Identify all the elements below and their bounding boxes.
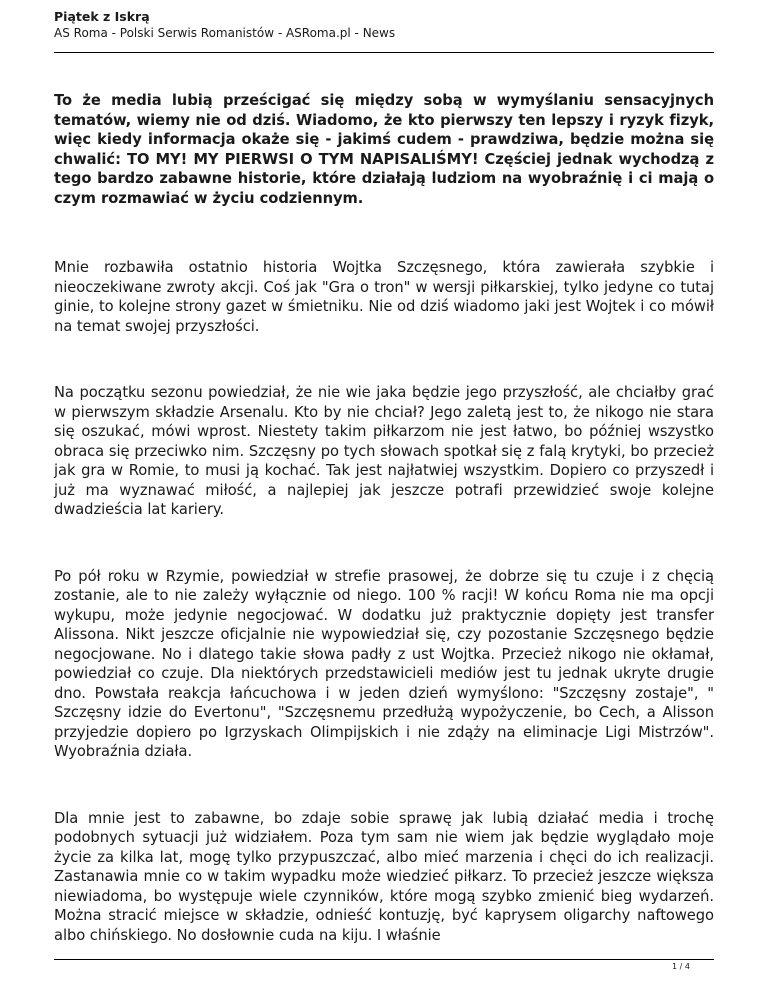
site-subtitle: AS Roma - Polski Serwis Romanistów - ASRoma.pl - News bbox=[54, 26, 396, 40]
article-lead: To że media lubią prześcigać się między sobą w wymyślaniu sensacyjnych tematów, wiemy nie od dziś. Wiadomo, że kto pierwszy ten lepszy i ryzyk fizyk, więc kiedy informacja okaże się - jakimś cudem - prawdziwa, będzie można się chwalić: TO MY! MY PIERWSI O TYM NAPISALIŚMY! Częściej jednak wychodzą z tego bardzo zabawne historie, które działają ludziom na wyobraźnię i ci mają o czym rozmawiać w życiu codziennym. bbox=[54, 92, 714, 207]
paragraph-spacer bbox=[54, 208, 714, 258]
page-header bbox=[54, 9, 714, 41]
article-paragraph-4: Dla mnie jest to zabawne, bo zdaje sobie sprawę jak lubią działać media i trochę podobnych sytuacji już widziałem. Poza tym sam nie wiem jak będzie wyglądało moje życie za kilka lat, mogę tylko przypuszczać, albo mieć marzenia i chęci do ich realizacji. Zastanawia mnie co w takim wypadku może wiedzieć piłkarz. To przecież jeszcze większa niewiadoma, bo występuje wiele czynników, które mogą szybko zmienić bieg wydarzeń. Można stracić miejsce w składzie, odnieść kontuzję, być kaprysem oligarchy naftowego albo chińskiego. No dosłownie cuda na kiju. I właśnie bbox=[54, 809, 714, 944]
paragraph-spacer bbox=[54, 520, 714, 567]
article-paragraph-1: Mnie rozbawiła ostatnio historia Wojtka Szczęsnego, która zawierała szybkie i nieoczekiwane zwroty akcji. Coś jak "Gra o tron" w wersji piłkarskiej, tylko jedyne co tutaj ginie, to kolejne strony gazet w śmietniku. Nie od dziś wiadomo jaki jest Wojtek i co mówił na temat swojej przyszłości. bbox=[54, 259, 714, 335]
article-body bbox=[54, 91, 714, 945]
article-paragraph-2: Na początku sezonu powiedział, że nie wie jaka będzie jego przyszłość, ale chciałby grać w pierwszym składzie Arsenalu. Kto by nie chciał? Jego zaletą jest to, że nikogo nie stara się oszukać, mówi wprost. Niestety takim piłkarzom nie jest łatwo, bo później wszystko obraca się przeciwko nim. Szczęsny po tych słowach spotkał się z falą krytyki, bo przecież jak gra w Romie, to musi ją kochać. Tak jest najłatwiej wszystkim. Dopiero co przyszedł i już ma wyznawać miłość, a najlepiej jak jeszcze potrafi przewidzieć swoje kolejne dwadzieścia lat kariery. bbox=[54, 384, 714, 518]
article-paragraph-3: Po pół roku w Rzymie, powiedział w strefie prasowej, że dobrze się tu czuje i z chęcią zostanie, ale to nie zależy wyłącznie od niego. 100 % racji! W końcu Roma nie ma opcji wykupu, może jedynie negocjować. W dodatku już praktycznie dopięty jest transfer Alissona. Nikt jeszcze oficjalnie nie wypowiedział się, czy pozostanie Szczęsnego będzie negocjowane. No i dlatego takie słowa padły z ust Wojtka. Przecież nikogo nie okłamał, powiedział co czuje. Dla niektórych przedstawicieli mediów jest tu jednak ukryte drugie dno. Powstała reakcja łańcuchowa i w jeden dzień wymyślono: "Szczęsny zostaje", " Szczęsny idzie do Evertonu", "Szczęsnemu przedłużą wypożyczenie, bo Cech, a Alisson przyjedzie dopiero po Igrzyskach Olimpijskich i nie zdąży na eliminacje Ligi Mistrzów". Wyobraźnia działa. bbox=[54, 567, 714, 760]
paragraph-spacer bbox=[54, 762, 714, 809]
footer-divider bbox=[54, 959, 714, 960]
header-divider bbox=[54, 52, 714, 53]
paragraph-spacer bbox=[54, 336, 714, 383]
document-title: Piątek z Iskrą bbox=[54, 9, 150, 24]
page-number: 1 / 4 bbox=[672, 962, 690, 971]
